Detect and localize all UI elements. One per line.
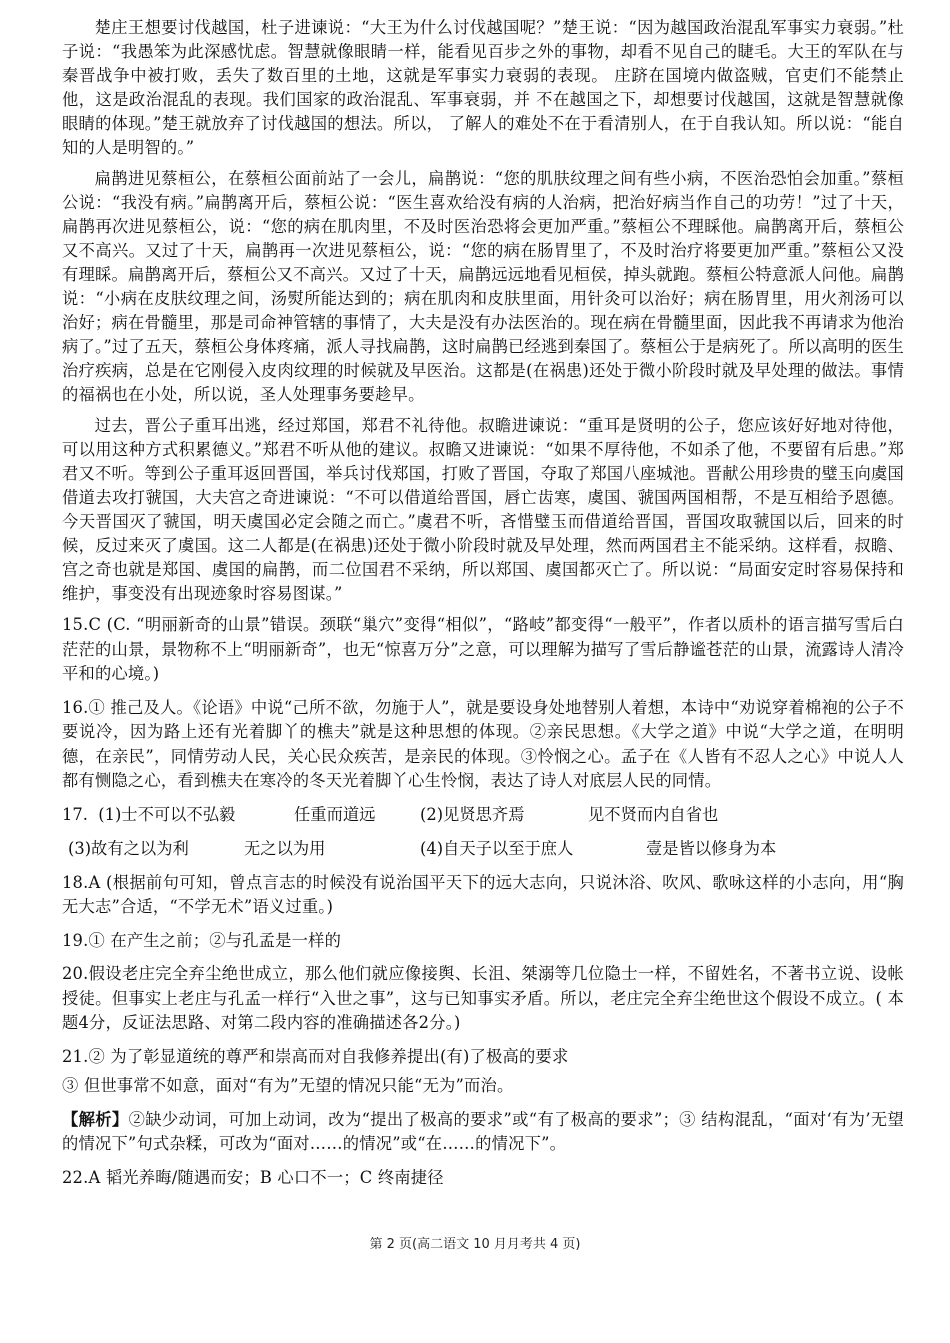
answer-17-item: 见不贤而内自省也 xyxy=(588,804,719,824)
answer-16: 16.① 推己及人。《论语》中说“己所不欲，勿施于人”，就是要设身处地替别人着想，本诗中“劝说穿着棉袍的公子不要说冷，因为路上还有光着脚丫的樵夫”就是这种思想的体现。②亲民思想。《大学之道》中说“大学之道，在明明德，在亲民”，同情劳动人民，关心民众疾苦，是亲民的体现。③怜悯之心。孟子在《人皆有不忍人之心》中说人人都有恻隐之心，看到樵夫在寒冷的冬天光着脚丫心生怜悯，表达了诗人对底层人民的同情。 xyxy=(62,697,904,790)
analysis-label: 【解析】 xyxy=(62,1109,129,1129)
answer-22: 22.A 韬光养晦/随遇而安；B 心口不一；C 终南捷径 xyxy=(62,1167,444,1187)
answer-17-item: (4)自天子以至于庶人 xyxy=(420,838,574,858)
passage-chu-zhuangwang: 楚庄王想要讨伐越国，杜子进谏说：“大王为什么讨伐越国呢？”楚王说：“因为越国政治混乱军事实力衰弱。”杜子说：“我愚笨为此深感忧虑。智慧就像眼睛一样，能看见百步之外的事物，却看不见自己的睫毛。大王的军队在与秦晋战争中被打败，丢失了数百里的土地，这就是军事实力衰弱的表现。 庄跻在国境内做盗贼，官吏们不能禁止他，这是政治混乱的表现。我们国家的政治混乱、军事衰弱，并 不在越国之下，却想要讨伐越国，这就是智慧就像眼睛的体现。”楚王就放弃了讨伐越国的想法。所以， 了解人的难处不在于看清别人，在于自我认知。所以说：“能自知的人是明智的。” xyxy=(62,18,904,157)
answer-17-line-2 xyxy=(62,837,904,861)
passage-bian-que: 扁鹊进见蔡桓公，在蔡桓公面前站了一会儿，扁鹊说：“您的肌肤纹理之间有些小病，不医治恐怕会加重。”蔡桓公说：“我没有病。”扁鹊离开后，蔡桓公说：“医生喜欢给没有病的人治病，把治好病当作自己的功劳！”过了十天，扁鹊再次进见蔡桓公，说：“您的病在肌肉里，不及时医治恐将会更加严重。”蔡桓公不理睬他。扁鹊离开后，蔡桓公又不高兴。又过了十天，扁鹊再一次进见蔡桓公，说：“您的病在肠胃里了，不及时治疗将要更加严重。”蔡桓公又没有理睬。扁鹊离开后，蔡桓公又不高兴。又过了十天，扁鹊远远地看见桓侯，掉头就跑。蔡桓公特意派人问他。扁鹊说：“小病在皮肤纹理之间，汤熨所能达到的；病在肌肉和皮肤里面，用针灸可以治好；病在肠胃里，用火剂汤可以治好；病在骨髓里，那是司命神管辖的事情了，大夫是没有办法医治的。现在病在骨髓里面，因此我不再请求为他治病了。”过了五天，蔡桓公身体疼痛，派人寻找扁鹊，这时扁鹊已经逃到秦国了。蔡桓公于是病死了。所以高明的医生治疗疾病，总是在它刚侵入皮肉纹理的时候就及早医治。这都是(在祸患)还处于微小阶段时就及早处理的做法。事情的福祸也在小处，所以说，圣人处理事务要趁早。 xyxy=(62,169,904,404)
page-footer: 第 2 页(高二语文 10 月月考共 4 页) xyxy=(369,1237,581,1252)
answer-19: 19.① 在产生之前；②与孔孟是一样的 xyxy=(62,930,342,950)
answer-15: 15.C (C. “明丽新奇的山景”错误。颈联“巢穴”变得“相似”，“路岐”都变得“一般平”，作者以质朴的语言描写雪后白茫茫的山景，景物称不上“明丽新奇”，也无“惊喜万分”之意，可以理解为描写了雪后静谧苍茫的山景，流露诗人清冷平和的心境。) xyxy=(62,615,904,683)
passage-chong-er: 过去，晋公子重耳出逃，经过郑国，郑君不礼待他。叔瞻进谏说：“重耳是贤明的公子，您应该好好地对待他，可以用这种方式积累德义。”郑君不听从他的建议。叔瞻又进谏说：“如果不厚待他，不如杀了他，不要留有后患。”郑君又不听。等到公子重耳返回晋国，举兵讨伐郑国，打败了晋国，夺取了郑国八座城池。晋献公用珍贵的璧玉向虞国借道去攻打虢国，大夫宫之奇进谏说：“不可以借道给晋国，唇亡齿寒，虞国、虢国两国相帮，不是互相给予恩德。今天晋国灭了虢国，明天虞国必定会随之而亡。”虞君不听，吝惜璧玉而借道给晋国，晋国攻取虢国以后，回来的时候，反过来灭了虞国。这二人都是(在祸患)还处于微小阶段时就及早处理，然而两国君主不能采纳。这样看，叔瞻、宫之奇也就是郑国、虞国的扁鹊，而二位国君不采纳，所以郑国、虞国都灭亡了。所以说：“局面安定时容易保持和维护，事变没有出现迹象时容易图谋。” xyxy=(62,416,904,603)
answer-18: 18.A (根据前句可知，曾点言志的时候没有说治国平天下的远大志向，只说沐浴、吹风、歌咏这样的小志向，用“胸无大志”合适，“不学无术”语义过重。) xyxy=(62,872,904,916)
answer-17-item: 17. (1)士不可以不弘毅 xyxy=(62,804,236,824)
answer-21-line-1: 21.② 为了彰显道统的尊严和崇高而对自我修养提出(有)了极高的要求 xyxy=(62,1046,569,1066)
answer-21-analysis xyxy=(62,1108,904,1157)
answer-17-line-1 xyxy=(62,803,904,827)
answer-sheet-page xyxy=(62,16,904,1199)
analysis-text: ②缺少动词，可加上动词，改为“提出了极高的要求”或“有了极高的要求”；③ 结构混乱，“面对‘有为’无望的情况下”句式杂糅，可改为“面对……的情况”或“在……的情况下”。 xyxy=(62,1109,904,1153)
answer-17-item: 任重而道远 xyxy=(294,804,376,824)
answer-17-item: (3)故有之以为利 xyxy=(68,838,189,858)
answer-21-line-2: ③ 但世事常不如意，面对“有为”无望的情况只能“无为”而治。 xyxy=(62,1076,514,1095)
answer-17-item: (2)见贤思齐焉 xyxy=(420,804,525,824)
answer-17-item: 无之以为用 xyxy=(244,838,326,858)
answer-20: 20.假设老庄完全弃尘绝世成立，那么他们就应像接舆、长沮、桀溺等几位隐士一样，不留姓名，不著书立说、设帐授徒。但事实上老庄与孔孟一样行“入世之事”，这与已知事实矛盾。所以，老庄完全弃尘绝世这个假设不成立。( 本题4分，反证法思路、对第二段内容的准确描述各2分。) xyxy=(62,964,904,1032)
answer-17-item: 壹是皆以修身为本 xyxy=(646,838,777,858)
